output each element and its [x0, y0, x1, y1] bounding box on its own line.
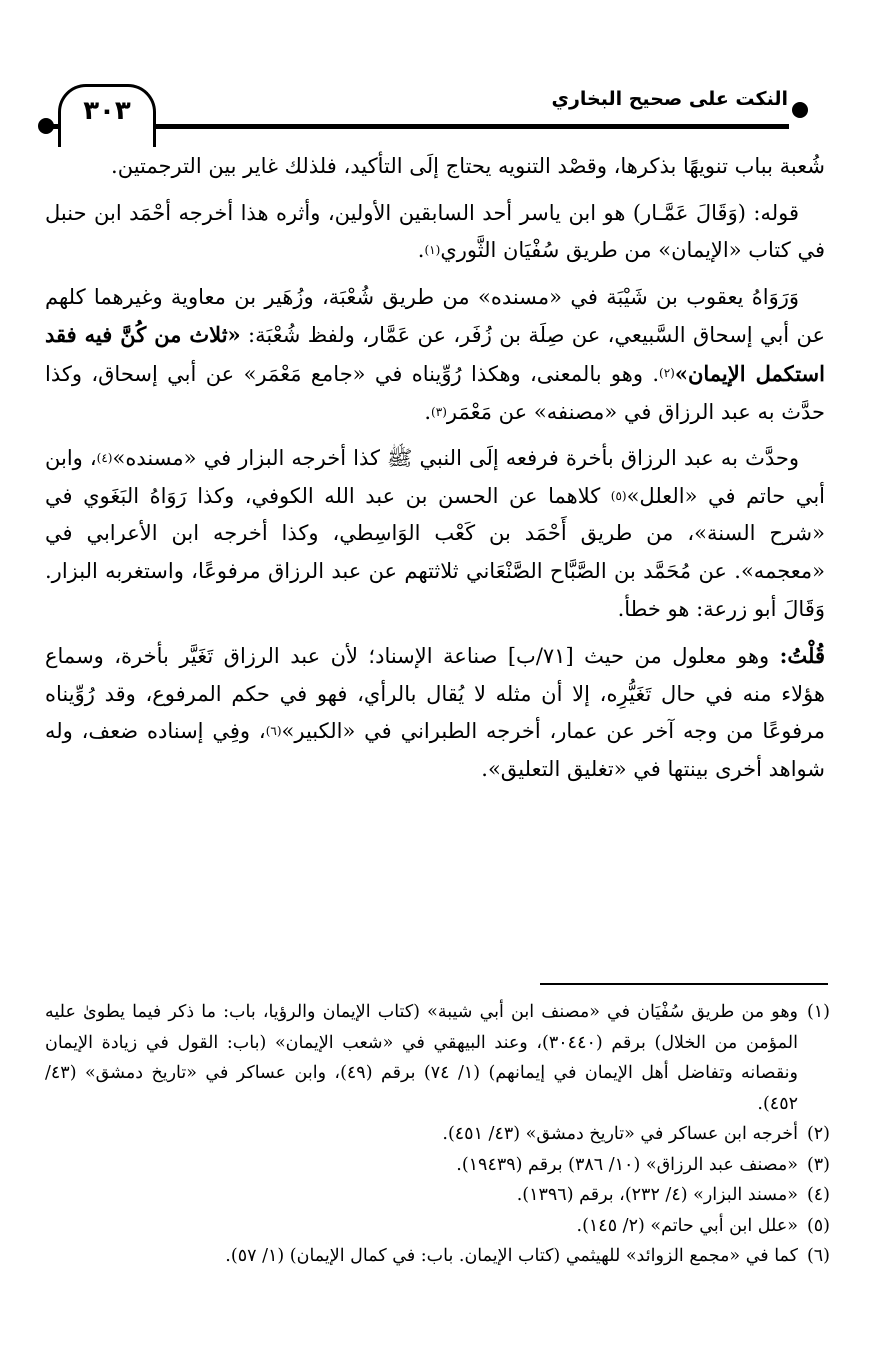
footnote-2 — [45, 1119, 830, 1150]
footnote-ref-5: (٥) — [610, 488, 627, 503]
footnote-ref-6: (٦) — [265, 724, 282, 739]
paragraph-5-text-a: وهو معلول من حيث [٧١/ب] صناعة الإسناد؛ لأن عبد الرزاق تَغَيَّر بأخرة، وسماع هؤلاء منه في حال تَغَيُّرِه، إلا أن مثله لا يُقال بالرأي، فهو في حكم المرفوع، وقد رُوِّيناه مرفوعًا من وجه آخر عن عمار، أخرجه الطبراني في «الكبير» — [45, 644, 825, 744]
paragraph-3-text-a: وَرَوَاهُ يعقوب بن شَيْبَة في «مسنده» من طريق شُعْبَة، وزُهَير بن معاوية وغيرهما كلهم عن أبي إسحاق السَّبيعي، عن صِلَة بن زُفَر، عن عَمَّار، ولفظ شُعْبَة: — [45, 284, 825, 348]
paragraph-4-text-c: كلاهما عن الحسن بن عبد الله الكوفي، وكذا رَوَاهُ البَغَوي في «شرح السنة»، من طريق أَحْمَد بن كَعْب الوَاسِطي، وكذا أخرجه ابن الأعرابي في «معجمه». عن مُحَمَّد بن الصَّبَّاح الصَّنْعَاني ثلاثتهم عن عبد الرزاق مرفوعًا، واستغربه البزار. وَقَالَ أبو زرعة: هو خطأ. — [45, 483, 825, 621]
paragraph-4-text-b: ، وابن أبي حاتم في «العلل» — [45, 446, 825, 508]
header-rule — [46, 124, 789, 129]
footnote-separator — [540, 983, 828, 985]
paragraph-5 — [45, 637, 825, 788]
footnote-ref-1: (١) — [424, 243, 441, 258]
paragraph-1-text: شُعبة بباب تنويهًا بذكرها، وقصْد التنويه يحتاج إلَى التأكيد، فلذلك غاير بين الترجمتين. — [111, 154, 825, 178]
paragraph-3: وَرَوَاهُ يعقوب بن شَيْبَة في «مسنده» من طريق شُعْبَة، وزُهَير بن معاوية وغيرهما كلهم عن أبي إسحاق السَّبيعي، عن صِلَة بن زُفَر، عن عَمَّار، ولفظ شُعْبَة: «ثلاث من كُنَّ فيه فقد استكمل الإيمان»$^{(٢)}$. وهو بالمعنى، وهكذا رُوِّيناه في «جامع مَعْمَر» عن أبي إسحاق، وكذا حدَّث به عبد الرزاق في «مصنفه» عن مَعْمَر$^{(٣)}$. — [45, 284, 825, 424]
footnote-3 — [45, 1150, 830, 1181]
paragraph-5-label: قُلْتُ: — [779, 643, 826, 669]
footnote-4 — [45, 1180, 830, 1211]
paragraph-2: قوله: (وَقَالَ عَمَّـار) هو ابن ياسر أحد السابقين الأولين، وأثره هذا أخرجه أحْمَد ابن حنبل في كتاب «الإيمان» من طريق سُفْيَان الثَّوري$^{(١)}$. — [45, 200, 825, 263]
paragraph-3-text-b: . وهو بالمعنى، وهكذا رُوِّيناه في «جامع مَعْمَر» عن أبي إسحاق، وكذا حدَّث به عبد الرزاق في «مصنفه» عن مَعْمَر — [45, 361, 825, 424]
footnote-text: كما في «مجمع الزوائد» للهيثمي (كتاب الإيمان. باب: في كمال الإيمان) (١/ ٥٧). — [225, 1246, 798, 1266]
header-right-dot — [792, 102, 808, 118]
paragraph-1 — [45, 148, 825, 186]
paragraph-4 — [45, 440, 825, 628]
footnote-ref-4: (٤) — [96, 451, 113, 466]
footnote-number: (٦) — [806, 1246, 830, 1266]
paragraph-2-text: قوله: (وَقَالَ عَمَّـار) هو ابن ياسر أحد السابقين الأولين، وأثره هذا أخرجه أحْمَد ابن حنبل في كتاب «الإيمان» من طريق سُفْيَان الثَّوري — [45, 200, 825, 263]
footnote-text: «مسند البزار» (٤/ ٢٣٢)، برقم (١٣٩٦). — [516, 1185, 798, 1205]
main-text — [45, 148, 825, 798]
footnote-text: «مصنف عبد الرزاق» (١٠/ ٣٨٦) برقم (١٩٤٣٩). — [456, 1154, 798, 1175]
paragraph-3-quote: «ثلاث من كُنَّ فيه فقد استكمل الإيمان» — [45, 322, 825, 386]
header-left-dot — [38, 118, 54, 134]
footnote-number: (٤) — [806, 1185, 830, 1205]
footnote-1 — [45, 997, 830, 1119]
footnote-5 — [45, 1211, 830, 1242]
footnote-number: (١) — [806, 1002, 830, 1022]
footnote-ref-2: (٢) — [659, 365, 675, 380]
footnotes — [45, 997, 830, 1272]
footnote-text: «علل ابن أبي حاتم» (٢/ ١٤٥). — [576, 1215, 798, 1236]
running-title: النكت على صحيح البخاري — [551, 88, 788, 110]
footnote-number: (٢) — [806, 1124, 830, 1144]
footnote-number: (٣) — [806, 1154, 830, 1175]
footnote-ref-3: (٣) — [431, 404, 447, 419]
paragraph-5-text-b: ، وفِي إسناده ضعف، وله شواهد أخرى بينتها في «تغليق التعليق». — [45, 719, 825, 781]
paragraph-4-text-a: وحدَّث به عبد الرزاق بأخرة فرفعه إلَى النبي ﷺ كذا أخرجه البزار في «مسنده» — [112, 446, 799, 471]
footnote-6 — [45, 1241, 830, 1272]
page-number: ٣٠٣ — [83, 96, 131, 126]
footnote-text: أخرجه ابن عساكر في «تاريخ دمشق» (٤٣/ ٤٥١). — [442, 1124, 798, 1144]
footnote-number: (٥) — [806, 1215, 830, 1236]
footnote-text: وهو من طريق سُفْيَان في «مصنف ابن أبي شيبة» (كتاب الإيمان والرؤيا، باب: ما ذكر فيما يطوىٰ عليه المؤمن من الخلال) برقم (٣٠٤٤٠)، وعند البيهقي في «شعب الإيمان» (باب: القول في زيادة الإيمان ونقصانه وتفاضل أهل الإيمان في إيمانهم) (١/ ٧٤) برقم (٤٩)، وابن عساكر في «تاريخ دمشق» (٤٣/ ٤٥٢). — [45, 1002, 798, 1114]
